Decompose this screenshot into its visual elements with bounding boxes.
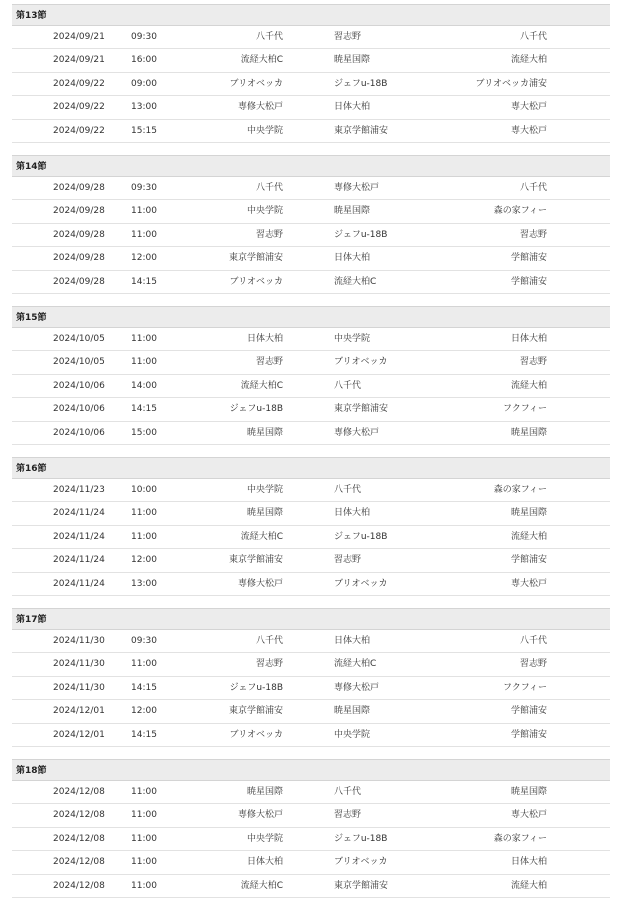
match-venue: 日体大柏 (510, 334, 547, 344)
match-date: 2024/12/01 (53, 729, 105, 740)
match-time: 09:30 (131, 32, 157, 42)
away-team: 暁星国際 (334, 55, 371, 66)
match-time: 14:15 (131, 682, 157, 693)
match-venue: 日体大柏 (510, 857, 547, 868)
match-time: 11:00 (131, 833, 157, 844)
match-row (12, 724, 610, 747)
match-venue: 専大松戸 (510, 810, 547, 821)
round-section (12, 4, 610, 155)
match-row (12, 653, 610, 676)
schedule-table (12, 4, 610, 910)
match-time: 12:00 (131, 555, 157, 566)
match-time: 09:30 (131, 636, 157, 646)
match-venue: 学館浦安 (510, 555, 547, 566)
match-time: 13:00 (131, 578, 157, 589)
home-team: 暁星国際 (246, 787, 283, 797)
home-team: 流経大柏C (240, 531, 283, 542)
match-date: 2024/12/08 (53, 857, 105, 868)
match-row (12, 573, 610, 596)
match-venue: 森の家フィー (493, 833, 547, 844)
home-team: 中央学院 (246, 125, 283, 136)
away-team: 習志野 (334, 555, 362, 566)
home-team: 専修大松戸 (237, 578, 283, 589)
match-date: 2024/10/05 (53, 334, 105, 344)
match-date: 2024/11/30 (53, 636, 105, 646)
home-team: 流経大柏C (240, 380, 283, 391)
away-team: ブリオベッカ (334, 857, 388, 868)
match-time: 16:00 (131, 55, 157, 66)
home-team: 中央学院 (246, 485, 283, 495)
home-team: 八千代 (255, 183, 283, 193)
match-time: 15:15 (131, 125, 157, 136)
home-team: 習志野 (255, 357, 283, 368)
match-date: 2024/12/08 (53, 810, 105, 821)
home-team: 流経大柏C (240, 55, 283, 66)
away-team: 暁星国際 (334, 206, 371, 217)
match-row (12, 73, 610, 96)
match-time: 09:30 (131, 183, 157, 193)
home-team: 習志野 (255, 229, 283, 240)
match-time: 15:00 (131, 427, 157, 438)
match-row (12, 120, 610, 143)
round-header: 第14節 (12, 155, 610, 177)
home-team: 暁星国際 (246, 508, 283, 519)
away-team: 日体大柏 (334, 508, 371, 519)
home-team: 八千代 (255, 32, 283, 42)
match-row (12, 224, 610, 247)
away-team: 八千代 (334, 485, 362, 495)
home-team: 専修大松戸 (237, 810, 283, 821)
match-time: 11:00 (131, 357, 157, 368)
home-team: 東京学館浦安 (228, 555, 283, 566)
away-team: 専修大松戸 (334, 183, 380, 193)
match-row (12, 677, 610, 700)
match-date: 2024/09/22 (53, 102, 105, 113)
home-team: ブリオベッカ (229, 276, 283, 287)
away-team: 日体大柏 (334, 636, 371, 646)
match-venue: 流経大柏 (510, 380, 547, 391)
match-venue: 専大松戸 (510, 578, 547, 589)
away-team: 中央学院 (334, 334, 371, 344)
away-team: ジェフu-18B (334, 78, 388, 89)
match-time: 14:15 (131, 276, 157, 287)
home-team: ジェフu-18B (229, 404, 283, 415)
home-team: 流経大柏C (240, 880, 283, 891)
match-row (12, 828, 610, 851)
match-date: 2024/12/08 (53, 880, 105, 891)
match-row (12, 375, 610, 398)
match-date: 2024/11/24 (53, 508, 105, 519)
match-date: 2024/09/28 (53, 253, 105, 264)
match-venue: 習志野 (519, 357, 547, 368)
home-team: 専修大松戸 (237, 102, 283, 113)
match-row (12, 804, 610, 827)
match-time: 11:00 (131, 787, 157, 797)
match-venue: 森の家フィー (493, 206, 547, 217)
match-row (12, 200, 610, 223)
home-team: 日体大柏 (246, 857, 283, 868)
round-section (12, 155, 610, 306)
round-header: 第16節 (12, 457, 610, 479)
home-team: 日体大柏 (246, 334, 283, 344)
match-row (12, 549, 610, 572)
away-team: 八千代 (334, 787, 362, 797)
away-team: 流経大柏C (334, 659, 377, 670)
match-row (12, 422, 610, 445)
match-time: 11:00 (131, 508, 157, 519)
match-row (12, 630, 610, 653)
match-date: 2024/11/30 (53, 682, 105, 693)
match-venue: 流経大柏 (510, 55, 547, 66)
match-date: 2024/10/06 (53, 404, 105, 415)
match-date: 2024/11/24 (53, 578, 105, 589)
away-team: 習志野 (334, 810, 362, 821)
away-team: 習志野 (334, 32, 362, 42)
home-team: 中央学院 (246, 206, 283, 217)
round-section (12, 759, 610, 910)
match-venue: 流経大柏 (510, 531, 547, 542)
away-team: 中央学院 (334, 729, 371, 740)
match-row (12, 49, 610, 72)
home-team: ブリオベッカ (229, 729, 283, 740)
match-time: 10:00 (131, 485, 157, 495)
match-date: 2024/11/23 (53, 485, 105, 495)
home-team: 東京学館浦安 (228, 706, 283, 717)
away-team: 東京学館浦安 (334, 404, 389, 415)
match-date: 2024/11/30 (53, 659, 105, 670)
home-team: 暁星国際 (246, 427, 283, 438)
match-venue: 学館浦安 (510, 729, 547, 740)
match-date: 2024/09/28 (53, 183, 105, 193)
match-row (12, 700, 610, 723)
match-time: 11:00 (131, 531, 157, 542)
match-date: 2024/12/08 (53, 833, 105, 844)
home-team: ブリオベッカ (229, 78, 283, 89)
match-venue: 八千代 (519, 636, 547, 646)
home-team: 習志野 (255, 659, 283, 670)
away-team: ジェフu-18B (334, 229, 388, 240)
match-time: 11:00 (131, 880, 157, 891)
match-venue: 学館浦安 (510, 276, 547, 287)
match-time: 09:00 (131, 78, 157, 89)
match-date: 2024/10/06 (53, 380, 105, 391)
round-header: 第13節 (12, 4, 610, 26)
away-team: 八千代 (334, 380, 362, 391)
match-row (12, 177, 610, 200)
round-section (12, 457, 610, 608)
match-row (12, 479, 610, 502)
match-time: 12:00 (131, 706, 157, 717)
match-venue: 学館浦安 (510, 706, 547, 717)
match-venue: フクフィー (502, 404, 547, 415)
round-header: 第15節 (12, 306, 610, 328)
away-team: 東京学館浦安 (334, 125, 389, 136)
match-row (12, 502, 610, 525)
match-date: 2024/12/08 (53, 787, 105, 797)
away-team: ジェフu-18B (334, 833, 388, 844)
match-row (12, 781, 610, 804)
match-row (12, 851, 610, 874)
match-row (12, 96, 610, 119)
match-time: 11:00 (131, 229, 157, 240)
home-team: 中央学院 (246, 833, 283, 844)
away-team: 日体大柏 (334, 253, 371, 264)
match-row (12, 875, 610, 898)
match-venue: 習志野 (519, 229, 547, 240)
away-team: 日体大柏 (334, 102, 371, 113)
home-team: ジェフu-18B (229, 682, 283, 693)
away-team: 東京学館浦安 (334, 880, 389, 891)
match-date: 2024/09/28 (53, 229, 105, 240)
match-date: 2024/10/05 (53, 357, 105, 368)
match-date: 2024/11/24 (53, 531, 105, 542)
away-team: 暁星国際 (334, 706, 371, 717)
match-time: 11:00 (131, 857, 157, 868)
away-team: ブリオベッカ (334, 357, 388, 368)
match-time: 14:15 (131, 729, 157, 740)
match-venue: 専大松戸 (510, 125, 547, 136)
match-venue: 学館浦安 (510, 253, 547, 264)
match-venue: 森の家フィー (493, 485, 547, 495)
round-header: 第17節 (12, 608, 610, 630)
match-venue: 習志野 (519, 659, 547, 670)
round-section (12, 306, 610, 457)
away-team: ジェフu-18B (334, 531, 388, 542)
match-time: 11:00 (131, 659, 157, 670)
match-row (12, 271, 610, 294)
match-time: 11:00 (131, 810, 157, 821)
match-venue: 専大松戸 (510, 102, 547, 113)
match-venue: 暁星国際 (510, 787, 547, 797)
match-date: 2024/12/01 (53, 706, 105, 717)
match-row (12, 26, 610, 49)
match-row (12, 247, 610, 270)
match-time: 14:00 (131, 380, 157, 391)
round-header: 第18節 (12, 759, 610, 781)
match-venue: 八千代 (519, 183, 547, 193)
match-row (12, 351, 610, 374)
away-team: ブリオベッカ (334, 578, 388, 589)
match-row (12, 328, 610, 351)
match-venue: 暁星国際 (510, 427, 547, 438)
match-row (12, 398, 610, 421)
match-time: 11:00 (131, 206, 157, 217)
match-date: 2024/09/21 (53, 55, 105, 66)
home-team: 東京学館浦安 (228, 253, 283, 264)
match-date: 2024/09/22 (53, 125, 105, 136)
match-date: 2024/09/22 (53, 78, 105, 89)
match-time: 12:00 (131, 253, 157, 264)
match-venue: 流経大柏 (510, 880, 547, 891)
match-venue: 暁星国際 (510, 508, 547, 519)
match-date: 2024/09/21 (53, 32, 105, 42)
match-date: 2024/09/28 (53, 206, 105, 217)
match-date: 2024/11/24 (53, 555, 105, 566)
away-team: 専修大松戸 (334, 682, 380, 693)
away-team: 専修大松戸 (334, 427, 380, 438)
match-venue: フクフィー (502, 682, 547, 693)
round-section (12, 608, 610, 759)
match-date: 2024/10/06 (53, 427, 105, 438)
match-row (12, 526, 610, 549)
match-time: 14:15 (131, 404, 157, 415)
away-team: 流経大柏C (334, 276, 377, 287)
home-team: 八千代 (255, 636, 283, 646)
match-time: 13:00 (131, 102, 157, 113)
match-venue: ブリオベッカ浦安 (475, 78, 547, 89)
match-date: 2024/09/28 (53, 276, 105, 287)
match-time: 11:00 (131, 334, 157, 344)
match-venue: 八千代 (519, 32, 547, 42)
